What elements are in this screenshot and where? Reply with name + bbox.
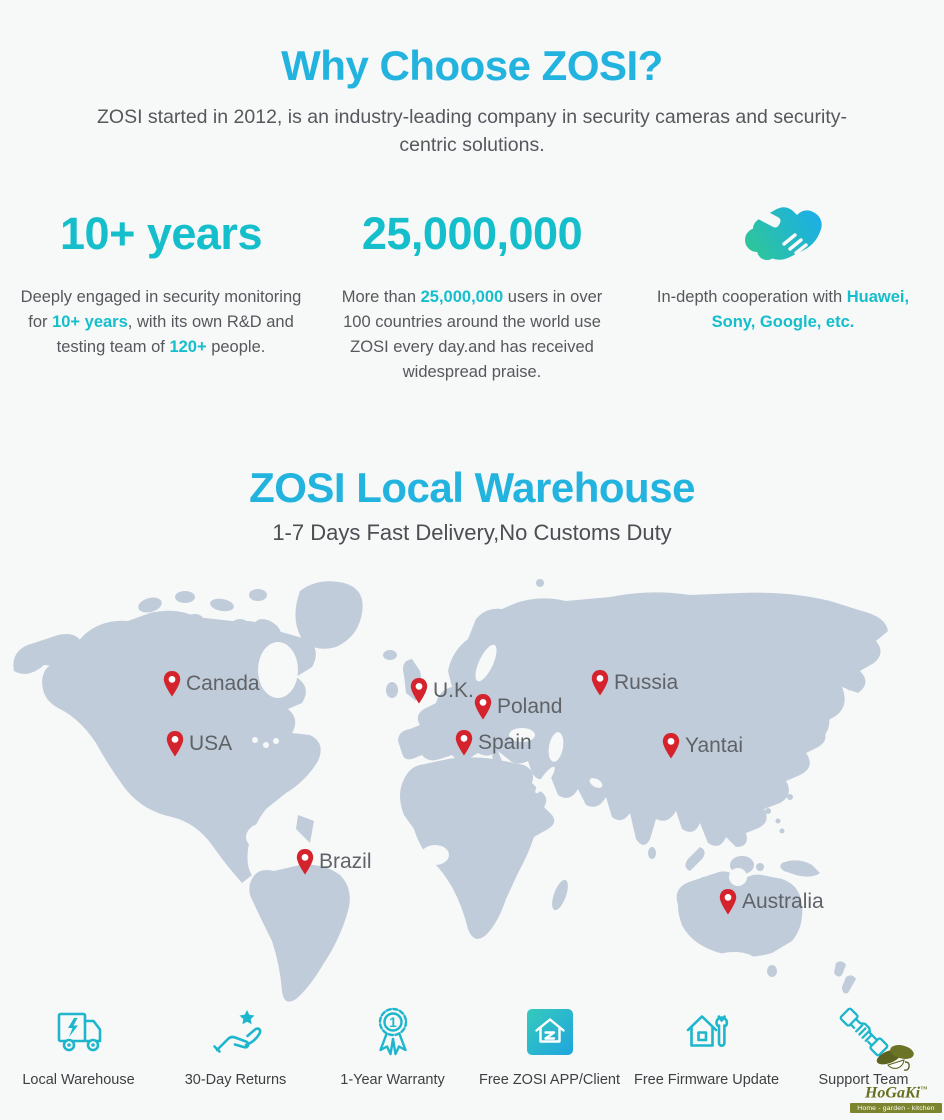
medal-icon [366,1005,420,1059]
map-pin-australia [719,889,824,915]
stat-years-value: 10+ years [60,208,262,259]
stat-years [8,183,314,385]
svg-text:1: 1 [388,1015,397,1030]
stat-cooperation-description [633,285,934,335]
location-pin-icon [410,678,428,704]
feature-firmware [628,1002,785,1088]
world-map-graphic [0,575,944,1005]
feature-label: Free Firmware Update [633,1072,780,1088]
location-pin-icon [474,694,492,720]
location-pin-icon [662,733,680,759]
world-map [0,575,944,1005]
map-pin-label: Australia [742,890,824,913]
house-wrench-icon [680,1005,734,1059]
hogaki-tagline: Home - garden - kitchen [850,1103,942,1113]
hogaki-leaf-logo-icon [874,1044,918,1076]
location-pin-icon [719,889,737,915]
map-pin-poland [474,694,562,720]
map-pin-yantai [662,733,743,759]
highlight-text: Huawei, Sony, Google, etc. [711,288,910,331]
map-pin-label: USA [189,732,233,755]
text-segment: people. [206,338,266,356]
features-row [0,1002,944,1088]
highlight-text: 10+ years [52,313,128,331]
highlight-text: 120+ [169,338,207,356]
app-house-icon [523,1005,577,1059]
map-pin-label: Poland [497,695,563,718]
feature-label: 30-Day Returns [184,1072,287,1088]
feature-local-warehouse [0,1002,157,1088]
location-pin-icon [163,671,181,697]
text-segment: , with its own R&D and testing team of [56,313,294,356]
map-pin-canada [163,671,260,697]
location-pin-icon [166,731,184,757]
map-pin-label: Canada [186,672,260,695]
feature-label: Local Warehouse [22,1072,135,1088]
hogaki-name [850,1081,942,1101]
trademark-mark: ™ [920,1085,928,1093]
stat-users-value: 25,000,000 [361,208,583,259]
feature-warranty [314,1002,471,1088]
stat-years-description [11,285,312,360]
text-segment: More than [341,288,421,306]
map-pin-russia [591,670,678,696]
text-segment: users in over 100 countries around the world use ZOSI every day.and has received widespread praise. [343,288,603,381]
stat-cooperation-icon-box [630,183,936,285]
map-pin-brazil [296,849,372,875]
map-pin-label: Brazil [319,850,372,873]
map-pin-uk [410,678,474,704]
map-pin-usa [166,731,232,757]
feature-returns [157,1002,314,1088]
feature-label: 1-Year Warranty [340,1072,445,1088]
truck-icon [52,1005,106,1059]
map-pin-label: Spain [478,731,532,754]
stat-cooperation [630,183,936,385]
map-pin-spain [455,730,532,756]
stats-row [8,183,936,385]
hogaki-watermark [850,1044,942,1113]
page-title: Why Choose ZOSI? [281,42,663,89]
stat-users [319,183,625,385]
hogaki-text: HoGaKi [864,1084,921,1102]
location-pin-icon [455,730,473,756]
text-segment: In-depth cooperation with [656,288,847,306]
map-pin-label: Yantai [685,734,743,757]
map-pin-label: Russia [614,671,679,694]
map-pin-label: U.K. [433,679,474,702]
highlight-text: 25,000,000 [420,288,504,306]
feature-label: Support Team [818,1072,909,1088]
warehouse-title: ZOSI Local Warehouse [249,464,695,511]
feature-label: Free ZOSI APP/Client [478,1072,621,1088]
page-subtitle: ZOSI started in 2012, is an industry-leading company in security cameras and security-centric solutions. [96,106,847,156]
handshake-icon [739,204,827,264]
text-segment: Deeply engaged in security monitoring for [20,288,302,331]
stat-users-description [322,285,623,385]
feature-app [471,1002,628,1088]
warehouse-subtitle: 1-7 Days Fast Delivery,No Customs Duty [272,520,672,545]
location-pin-icon [591,670,609,696]
location-pin-icon [296,849,314,875]
hand-star-icon [209,1005,263,1059]
